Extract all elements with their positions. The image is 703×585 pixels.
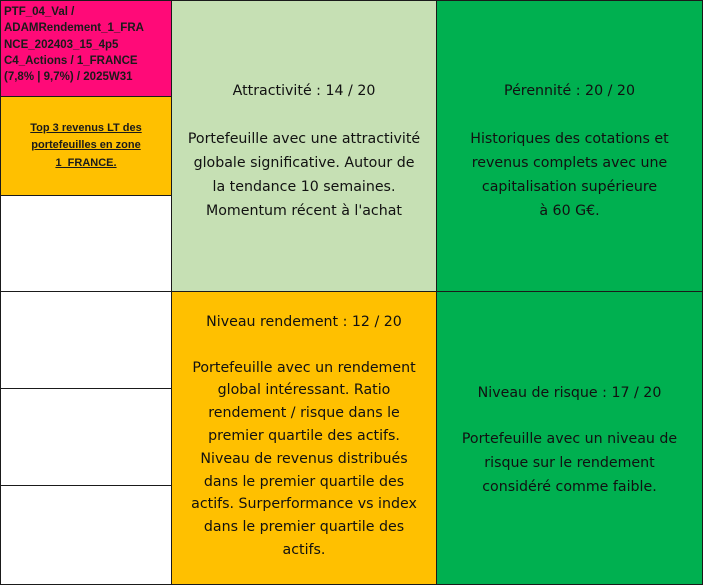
empty-cell [0, 485, 172, 585]
portfolio-id-line: PTF_04_Val / [4, 6, 75, 18]
portfolio-id-line: NCE_202403_15_4p5 [4, 38, 119, 51]
top3-cell [0, 96, 172, 196]
rendement-cell [171, 291, 437, 585]
rendement-text-line: premier quartile des actifs. [208, 427, 400, 444]
risque-cell [436, 291, 703, 585]
portfolio-id-line: C4_Actions / 1_FRANCE [4, 54, 138, 67]
perennite-cell [436, 0, 703, 292]
rendement-text-line: Niveau de revenus distribués [200, 450, 408, 467]
attractivite-text-line: globale significative. Autour de [193, 155, 415, 171]
portfolio-id-cell [0, 0, 172, 97]
risque-text-line: risque sur le rendement [484, 455, 655, 471]
perennite-text-line: capitalisation supérieure [481, 179, 658, 195]
rendement-text-line: actifs. [282, 541, 326, 558]
perennite-text-line: revenus complets avec une [471, 155, 668, 171]
risque-text-line: considéré comme faible. [482, 479, 657, 495]
attractivite-text-line: la tendance 10 semaines. [212, 179, 396, 195]
rendement-text-line: rendement / risque dans le [208, 405, 400, 422]
perennite-text-line: à 60 G€. [539, 203, 600, 219]
perennite-text-line: Historiques des cotations et [470, 131, 669, 147]
attractivite-text-line: Momentum récent à l'achat [206, 203, 402, 219]
risque-text-line: Portefeuille avec un niveau de [461, 431, 678, 447]
rendement-text-line: global intéressant. Ratio [217, 382, 391, 399]
empty-cell [0, 388, 172, 486]
top3-line: 1_FRANCE. [55, 156, 117, 169]
portfolio-id-line: ADAMRendement_1_FRA [4, 22, 144, 35]
attractivite-title: Attractivité : 14 / 20 [232, 83, 376, 99]
attractivite-text-line: Portefeuille avec une attractivité [187, 131, 421, 147]
rendement-title: Niveau rendement : 12 / 20 [206, 314, 402, 330]
perennite-title: Pérennité : 20 / 20 [504, 83, 635, 99]
rendement-text-line: actifs. Surperformance vs index [191, 496, 417, 513]
rendement-text-line: dans le premier quartile des [203, 519, 405, 536]
empty-cell [0, 291, 172, 389]
top3-line: Top 3 revenus LT des [30, 121, 142, 134]
attractivite-cell [171, 0, 437, 292]
top3-line: portefeuilles en zone [31, 139, 141, 152]
empty-cell [0, 195, 172, 292]
portfolio-id-line: (7,8% | 9,7%) / 2025W31 [4, 71, 133, 84]
risque-title: Niveau de risque : 17 / 20 [477, 385, 662, 401]
rendement-text-line: dans le premier quartile des [203, 473, 405, 490]
rendement-text-line: Portefeuille avec un rendement [192, 359, 416, 376]
